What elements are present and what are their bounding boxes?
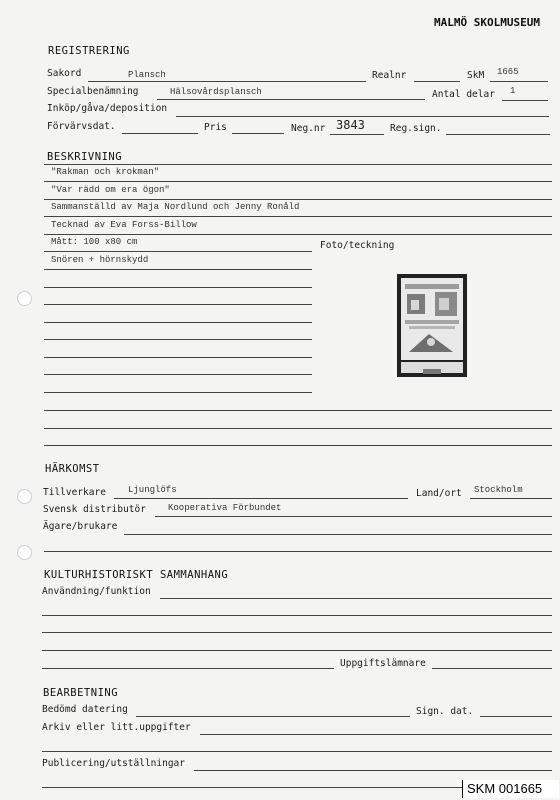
sakord-label: Sakord bbox=[47, 68, 82, 79]
beskrivning-line-3: Sammanställd av Maja Nordlund och Jenny Ronåld bbox=[51, 202, 300, 212]
tillverkare-line bbox=[114, 498, 408, 499]
signdat-label: Sign. dat. bbox=[416, 706, 474, 717]
beskrivning-rule-1 bbox=[44, 181, 552, 182]
skm-value: 1665 bbox=[497, 67, 519, 77]
registrering-heading: REGISTRERING bbox=[48, 45, 130, 57]
specialbenamning-label: Specialbenämning bbox=[47, 86, 139, 97]
beskrivning-rule-8 bbox=[44, 304, 312, 305]
beskrivning-rule-16 bbox=[44, 445, 552, 446]
sakord-value: Plansch bbox=[128, 70, 166, 80]
arkiv-line bbox=[200, 734, 552, 735]
beskrivning-rule-14 bbox=[44, 410, 552, 411]
beskrivning-rule-5 bbox=[44, 251, 312, 252]
beskrivning-rule-3 bbox=[44, 216, 552, 217]
distributor-line bbox=[155, 516, 552, 517]
beskrivning-rule-13 bbox=[44, 392, 312, 393]
inkop-line bbox=[176, 116, 549, 117]
realnr-label: Realnr bbox=[372, 70, 407, 81]
catalog-id: SKM 001665 bbox=[467, 781, 543, 796]
beskrivning-rule-9 bbox=[44, 322, 312, 323]
punch-hole-top bbox=[17, 291, 32, 306]
beskrivning-rule-11 bbox=[44, 357, 312, 358]
forvarvsdat-label: Förvärvsdat. bbox=[47, 121, 116, 132]
forvarvsdat-line bbox=[122, 133, 198, 134]
pris-line bbox=[232, 133, 284, 134]
datering-label: Bedömd datering bbox=[42, 704, 128, 715]
beskrivning-line-5: Mått: 100 x80 cm bbox=[51, 237, 138, 247]
beskrivning-line-2: "Var rädd om era ögon" bbox=[51, 185, 170, 195]
beskrivning-line-4: Tecknad av Eva Forss-Billow bbox=[51, 220, 197, 230]
distributor-label: Svensk distributör bbox=[43, 504, 146, 515]
uppgift-label: Uppgiftslämnare bbox=[340, 658, 426, 669]
harkomst-heading: HÄRKOMST bbox=[45, 463, 100, 475]
inkop-label: Inköp/gåva/deposition bbox=[47, 103, 168, 114]
beskrivning-rule-7 bbox=[44, 287, 312, 288]
beskrivning-rule-10 bbox=[44, 339, 312, 340]
regsign-line bbox=[446, 134, 550, 135]
antal-delar-line bbox=[502, 100, 548, 101]
negnr-value: 3843 bbox=[336, 118, 365, 132]
poster-illustration bbox=[401, 278, 463, 360]
kultur-rule-4 bbox=[42, 668, 334, 669]
museum-name: MALMÖ SKOLMUSEUM bbox=[434, 16, 540, 29]
regsign-label: Reg.sign. bbox=[390, 123, 442, 134]
beskrivning-rule-6 bbox=[44, 269, 312, 270]
distributor-value: Kooperativa Förbundet bbox=[168, 503, 282, 513]
catalog-id-box bbox=[462, 780, 559, 798]
tillverkare-value: Ljunglöfs bbox=[128, 485, 177, 495]
anvandning-line bbox=[160, 598, 552, 599]
skm-label: SkM bbox=[467, 70, 485, 81]
punch-hole-middle bbox=[17, 489, 32, 504]
kultur-rule-1 bbox=[42, 615, 552, 616]
uppgift-line bbox=[432, 668, 552, 669]
negnr-label: Neg.nr bbox=[291, 123, 326, 134]
beskrivning-heading: BESKRIVNING bbox=[47, 151, 123, 163]
signdat-line bbox=[480, 716, 552, 717]
publicering-label: Publicering/utställningar bbox=[42, 758, 185, 769]
landort-value: Stockholm bbox=[474, 485, 523, 495]
poster-photo-caption-strip bbox=[401, 362, 463, 373]
foto-label: Foto/teckning bbox=[320, 240, 395, 251]
negnr-line bbox=[330, 134, 384, 135]
beskrivning-rule-4 bbox=[44, 234, 552, 235]
antal-delar-label: Antal delar bbox=[432, 89, 495, 100]
specialbenamning-value: Hälsovårdsplansch bbox=[170, 87, 262, 97]
tillverkare-label: Tillverkare bbox=[43, 487, 106, 498]
sakord-line bbox=[88, 81, 366, 82]
arkiv-label: Arkiv eller litt.uppgifter bbox=[42, 722, 191, 733]
kultur-rule-2 bbox=[42, 632, 552, 633]
skm-line bbox=[490, 81, 548, 82]
specialbenamning-line bbox=[157, 99, 425, 100]
pris-label: Pris bbox=[204, 122, 227, 133]
agare-label: Ägare/brukare bbox=[43, 521, 118, 532]
poster-photo-caption-mark bbox=[401, 366, 463, 377]
landort-line bbox=[470, 498, 552, 499]
anvandning-label: Användning/funktion bbox=[42, 586, 151, 597]
harkomst-rule-extra bbox=[44, 551, 552, 552]
beskrivning-rule-15 bbox=[44, 428, 552, 429]
poster-photo-image bbox=[401, 278, 463, 360]
agare-line bbox=[124, 534, 552, 535]
landort-label: Land/ort bbox=[416, 488, 462, 499]
datering-line bbox=[136, 716, 410, 717]
publicering-line bbox=[194, 770, 552, 771]
punch-hole-bottom bbox=[17, 545, 32, 560]
beskrivning-line-6: Snören + hörnskydd bbox=[51, 255, 149, 265]
kultur-rule-3 bbox=[42, 650, 552, 651]
antal-delar-value: 1 bbox=[510, 86, 516, 96]
poster-photo bbox=[397, 274, 467, 377]
beskrivning-line-1: "Rakman och krokman" bbox=[51, 167, 160, 177]
bearbetning-heading: BEARBETNING bbox=[43, 687, 119, 699]
beskrivning-rule-2 bbox=[44, 199, 552, 200]
beskrivning-rule-12 bbox=[44, 374, 312, 375]
realnr-line bbox=[414, 81, 460, 82]
bearbetning-rule-1 bbox=[42, 751, 552, 752]
beskrivning-rule-0 bbox=[44, 164, 552, 165]
bearbetning-rule-2 bbox=[42, 787, 462, 788]
kultur-heading: KULTURHISTORISKT SAMMANHANG bbox=[44, 569, 229, 581]
